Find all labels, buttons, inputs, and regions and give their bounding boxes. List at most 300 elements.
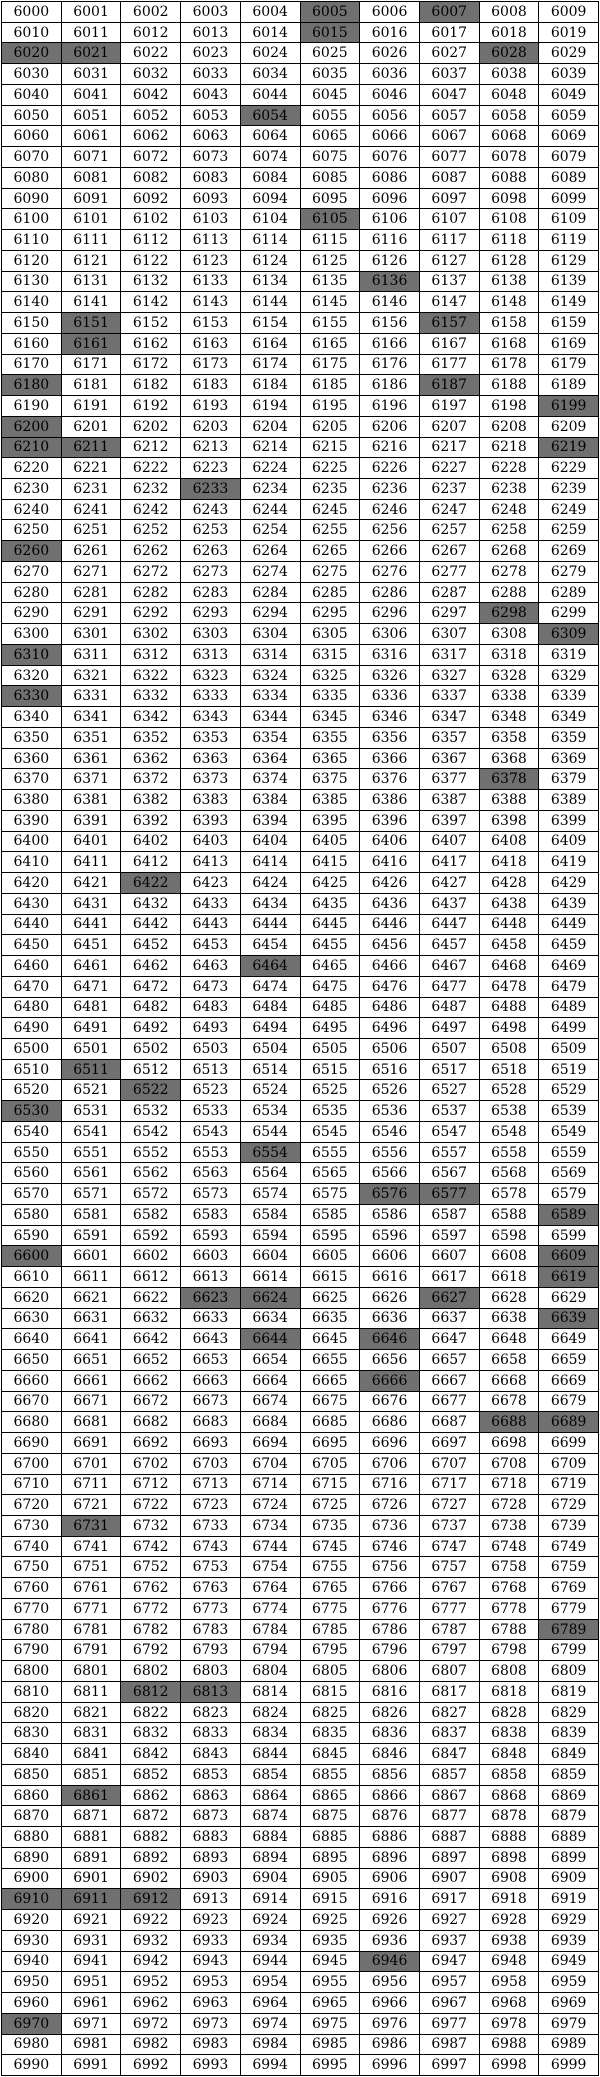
number-cell: 6925 <box>301 1910 361 1931</box>
number-cell: 6088 <box>480 168 540 189</box>
number-cell: 6675 <box>301 1392 361 1413</box>
number-cell: 6986 <box>360 2035 420 2056</box>
number-cell: 6332 <box>121 686 181 707</box>
number-cell: 6324 <box>241 666 301 687</box>
number-cell: 6326 <box>360 666 420 687</box>
number-cell: 6973 <box>181 2014 241 2035</box>
number-cell: 6805 <box>301 1661 361 1682</box>
number-cell: 6175 <box>301 355 361 376</box>
number-cell: 6384 <box>241 790 301 811</box>
shaded-number-cell: 6187 <box>420 375 480 396</box>
number-cell: 6952 <box>121 1972 181 1993</box>
number-cell: 6053 <box>181 106 241 127</box>
number-cell: 6722 <box>121 1495 181 1516</box>
number-cell: 6641 <box>62 1329 122 1350</box>
number-cell: 6908 <box>480 1869 540 1890</box>
number-cell: 6377 <box>420 769 480 790</box>
number-cell: 6695 <box>301 1433 361 1454</box>
number-cell: 6115 <box>301 230 361 251</box>
number-cell: 6429 <box>539 873 599 894</box>
number-cell: 6300 <box>2 624 62 645</box>
number-cell: 6709 <box>539 1454 599 1475</box>
number-cell: 6311 <box>62 645 122 666</box>
number-cell: 6698 <box>480 1433 540 1454</box>
shaded-number-cell: 6054 <box>241 106 301 127</box>
number-cell: 6642 <box>121 1329 181 1350</box>
number-cell: 6864 <box>241 1786 301 1807</box>
number-cell: 6669 <box>539 1371 599 1392</box>
number-cell: 6739 <box>539 1516 599 1537</box>
number-cell: 6682 <box>121 1412 181 1433</box>
number-cell: 6710 <box>2 1475 62 1496</box>
number-cell: 6056 <box>360 106 420 127</box>
number-cell: 6953 <box>181 1972 241 1993</box>
number-cell: 6771 <box>62 1599 122 1620</box>
number-cell: 6189 <box>539 375 599 396</box>
number-cell: 6969 <box>539 1993 599 2014</box>
number-cell: 6559 <box>539 1143 599 1164</box>
number-cell: 6920 <box>2 1910 62 1931</box>
number-cell: 6895 <box>301 1848 361 1869</box>
number-cell: 6773 <box>181 1599 241 1620</box>
number-cell: 6706 <box>360 1454 420 1475</box>
number-cell: 6950 <box>2 1972 62 1993</box>
number-cell: 6466 <box>360 956 420 977</box>
number-cell: 6967 <box>420 1993 480 2014</box>
number-cell: 6926 <box>360 1910 420 1931</box>
number-cell: 6757 <box>420 1557 480 1578</box>
number-cell: 6856 <box>360 1765 420 1786</box>
number-cell: 6453 <box>181 935 241 956</box>
number-cell: 6536 <box>360 1101 420 1122</box>
number-cell: 6985 <box>301 2035 361 2056</box>
number-cell: 6879 <box>539 1806 599 1827</box>
number-cell: 6724 <box>241 1495 301 1516</box>
number-cell: 6124 <box>241 251 301 272</box>
number-cell: 6622 <box>121 1288 181 1309</box>
number-cell: 6415 <box>301 852 361 873</box>
number-cell: 6299 <box>539 603 599 624</box>
number-cell: 6201 <box>62 417 122 438</box>
number-cell: 6388 <box>480 790 540 811</box>
number-cell: 6257 <box>420 520 480 541</box>
number-cell: 6382 <box>121 790 181 811</box>
number-cell: 6823 <box>181 1703 241 1724</box>
number-cell: 6889 <box>539 1827 599 1848</box>
number-cell: 6086 <box>360 168 420 189</box>
number-cell: 6253 <box>181 520 241 541</box>
number-cell: 6004 <box>241 2 301 23</box>
number-cell: 6588 <box>480 1205 540 1226</box>
number-cell: 6516 <box>360 1060 420 1081</box>
shaded-number-cell: 6021 <box>62 43 122 64</box>
number-cell: 6544 <box>241 1122 301 1143</box>
number-cell: 6295 <box>301 603 361 624</box>
number-cell: 6736 <box>360 1516 420 1537</box>
number-cell: 6878 <box>480 1806 540 1827</box>
shaded-number-cell: 6180 <box>2 375 62 396</box>
number-cell: 6450 <box>2 935 62 956</box>
number-cell: 6008 <box>480 2 540 23</box>
number-cell: 6473 <box>181 977 241 998</box>
number-cell: 6733 <box>181 1516 241 1537</box>
number-cell: 6708 <box>480 1454 540 1475</box>
number-cell: 6870 <box>2 1806 62 1827</box>
number-cell: 6759 <box>539 1557 599 1578</box>
number-cell: 6038 <box>480 64 540 85</box>
number-cell: 6615 <box>301 1267 361 1288</box>
number-cell: 6294 <box>241 603 301 624</box>
number-cell: 6539 <box>539 1101 599 1122</box>
number-cell: 6894 <box>241 1848 301 1869</box>
number-cell: 6568 <box>480 1163 540 1184</box>
number-cell: 6001 <box>62 2 122 23</box>
number-cell: 6958 <box>480 1972 540 1993</box>
number-cell: 6734 <box>241 1516 301 1537</box>
number-cell: 6427 <box>420 873 480 894</box>
number-cell: 6152 <box>121 313 181 334</box>
number-cell: 6261 <box>62 541 122 562</box>
number-cell: 6534 <box>241 1101 301 1122</box>
number-cell: 6215 <box>301 438 361 459</box>
number-cell: 6404 <box>241 832 301 853</box>
number-cell: 6374 <box>241 769 301 790</box>
number-cell: 6625 <box>301 1288 361 1309</box>
number-cell: 6371 <box>62 769 122 790</box>
number-cell: 6566 <box>360 1163 420 1184</box>
number-cell: 6696 <box>360 1433 420 1454</box>
number-cell: 6408 <box>480 832 540 853</box>
number-cell: 6869 <box>539 1786 599 1807</box>
number-cell: 6668 <box>480 1371 540 1392</box>
number-cell: 6860 <box>2 1786 62 1807</box>
number-cell: 6781 <box>62 1620 122 1641</box>
number-cell: 6790 <box>2 1640 62 1661</box>
number-cell: 6480 <box>2 998 62 1019</box>
number-cell: 6498 <box>480 1018 540 1039</box>
number-cell: 6726 <box>360 1495 420 1516</box>
number-cell: 6037 <box>420 64 480 85</box>
number-cell: 6551 <box>62 1143 122 1164</box>
number-cell: 6801 <box>62 1661 122 1682</box>
number-cell: 6848 <box>480 1744 540 1765</box>
number-cell: 6629 <box>539 1288 599 1309</box>
number-cell: 6991 <box>62 2055 122 2076</box>
number-cell: 6672 <box>121 1392 181 1413</box>
number-cell: 6972 <box>121 2014 181 2035</box>
number-cell: 6849 <box>539 1744 599 1765</box>
number-cell: 6578 <box>480 1184 540 1205</box>
number-cell: 6284 <box>241 583 301 604</box>
number-cell: 6363 <box>181 749 241 770</box>
number-cell: 6102 <box>121 209 181 230</box>
shaded-number-cell: 6970 <box>2 2014 62 2035</box>
number-cell: 6066 <box>360 126 420 147</box>
number-cell: 6194 <box>241 396 301 417</box>
number-cell: 6232 <box>121 479 181 500</box>
number-cell: 6631 <box>62 1309 122 1330</box>
number-cell: 6873 <box>181 1806 241 1827</box>
number-cell: 6901 <box>62 1869 122 1890</box>
number-cell: 6903 <box>181 1869 241 1890</box>
number-cell: 6287 <box>420 583 480 604</box>
number-cell: 6943 <box>181 1952 241 1973</box>
number-cell: 6832 <box>121 1723 181 1744</box>
number-cell: 6818 <box>480 1682 540 1703</box>
number-cell: 6836 <box>360 1723 420 1744</box>
number-cell: 6293 <box>181 603 241 624</box>
number-cell: 6031 <box>62 64 122 85</box>
number-cell: 6080 <box>2 168 62 189</box>
number-cell: 6398 <box>480 811 540 832</box>
number-cell: 6955 <box>301 1972 361 1993</box>
number-cell: 6743 <box>181 1537 241 1558</box>
number-cell: 6657 <box>420 1350 480 1371</box>
number-cell: 6385 <box>301 790 361 811</box>
number-cell: 6679 <box>539 1392 599 1413</box>
number-cell: 6826 <box>360 1703 420 1724</box>
shaded-number-cell: 6554 <box>241 1143 301 1164</box>
shaded-number-cell: 6199 <box>539 396 599 417</box>
number-cell: 6599 <box>539 1226 599 1247</box>
number-cell: 6119 <box>539 230 599 251</box>
number-cell: 6656 <box>360 1350 420 1371</box>
number-cell: 6081 <box>62 168 122 189</box>
number-cell: 6504 <box>241 1039 301 1060</box>
number-cell: 6395 <box>301 811 361 832</box>
number-cell: 6488 <box>480 998 540 1019</box>
number-cell: 6204 <box>241 417 301 438</box>
number-cell: 6800 <box>2 1661 62 1682</box>
number-cell: 6400 <box>2 832 62 853</box>
number-cell: 6904 <box>241 1869 301 1890</box>
number-cell: 6484 <box>241 998 301 1019</box>
shaded-number-cell: 6015 <box>301 23 361 44</box>
number-cell: 6355 <box>301 728 361 749</box>
number-cell: 6525 <box>301 1080 361 1101</box>
number-cell: 6067 <box>420 126 480 147</box>
number-cell: 6902 <box>121 1869 181 1890</box>
number-cell: 6961 <box>62 1993 122 2014</box>
number-cell: 6960 <box>2 1993 62 2014</box>
number-cell: 6327 <box>420 666 480 687</box>
number-cell: 6381 <box>62 790 122 811</box>
number-cell: 6089 <box>539 168 599 189</box>
number-cell: 6118 <box>480 230 540 251</box>
number-cell: 6667 <box>420 1371 480 1392</box>
number-cell: 6214 <box>241 438 301 459</box>
number-cell: 6052 <box>121 106 181 127</box>
number-cell: 6614 <box>241 1267 301 1288</box>
number-cell: 6643 <box>181 1329 241 1350</box>
number-cell: 6854 <box>241 1765 301 1786</box>
number-cell: 6032 <box>121 64 181 85</box>
number-cell: 6806 <box>360 1661 420 1682</box>
number-cell: 6416 <box>360 852 420 873</box>
number-cell: 6319 <box>539 645 599 666</box>
number-cell: 6339 <box>539 686 599 707</box>
number-cell: 6193 <box>181 396 241 417</box>
number-cell: 6635 <box>301 1309 361 1330</box>
number-cell: 6228 <box>480 458 540 479</box>
number-cell: 6842 <box>121 1744 181 1765</box>
number-cell: 6831 <box>62 1723 122 1744</box>
number-cell: 6367 <box>420 749 480 770</box>
number-cell: 6387 <box>420 790 480 811</box>
number-cell: 6370 <box>2 769 62 790</box>
number-cell: 6454 <box>241 935 301 956</box>
number-cell: 6513 <box>181 1060 241 1081</box>
number-cell: 6345 <box>301 707 361 728</box>
number-cell: 6995 <box>301 2055 361 2076</box>
shaded-number-cell: 6911 <box>62 1889 122 1910</box>
number-cell: 6316 <box>360 645 420 666</box>
shaded-number-cell: 6731 <box>62 1516 122 1537</box>
number-cell: 6449 <box>539 915 599 936</box>
number-cell: 6266 <box>360 541 420 562</box>
number-cell: 6844 <box>241 1744 301 1765</box>
number-cell: 6270 <box>2 562 62 583</box>
number-cell: 6549 <box>539 1122 599 1143</box>
number-cell: 6714 <box>241 1475 301 1496</box>
number-cell: 6027 <box>420 43 480 64</box>
number-cell: 6470 <box>2 977 62 998</box>
number-cell: 6173 <box>181 355 241 376</box>
number-cell: 6779 <box>539 1599 599 1620</box>
number-cell: 6503 <box>181 1039 241 1060</box>
shaded-number-cell: 6644 <box>241 1329 301 1350</box>
shaded-number-cell: 6105 <box>301 209 361 230</box>
number-cell: 6289 <box>539 583 599 604</box>
number-cell: 6421 <box>62 873 122 894</box>
number-cell: 6472 <box>121 977 181 998</box>
number-cell: 6673 <box>181 1392 241 1413</box>
number-cell: 6753 <box>181 1557 241 1578</box>
number-cell: 6784 <box>241 1620 301 1641</box>
number-cell: 6394 <box>241 811 301 832</box>
number-cell: 6718 <box>480 1475 540 1496</box>
number-cell: 6192 <box>121 396 181 417</box>
number-cell: 6322 <box>121 666 181 687</box>
number-cell: 6475 <box>301 977 361 998</box>
number-cell: 6313 <box>181 645 241 666</box>
shaded-number-cell: 6609 <box>539 1246 599 1267</box>
number-cell: 6292 <box>121 603 181 624</box>
number-cell: 6065 <box>301 126 361 147</box>
number-cell: 6340 <box>2 707 62 728</box>
number-cell: 6661 <box>62 1371 122 1392</box>
number-cell: 6976 <box>360 2014 420 2035</box>
number-cell: 6448 <box>480 915 540 936</box>
number-cell: 6561 <box>62 1163 122 1184</box>
number-cell: 6304 <box>241 624 301 645</box>
number-cell: 6658 <box>480 1350 540 1371</box>
number-cell: 6659 <box>539 1350 599 1371</box>
number-cell: 6296 <box>360 603 420 624</box>
number-cell: 6769 <box>539 1578 599 1599</box>
number-cell: 6043 <box>181 85 241 106</box>
number-cell: 6290 <box>2 603 62 624</box>
number-cell: 6752 <box>121 1557 181 1578</box>
number-cell: 6442 <box>121 915 181 936</box>
number-cell: 6725 <box>301 1495 361 1516</box>
number-cell: 6786 <box>360 1620 420 1641</box>
number-cell: 6112 <box>121 230 181 251</box>
number-cell: 6918 <box>480 1889 540 1910</box>
number-cell: 6182 <box>121 375 181 396</box>
number-cell: 6108 <box>480 209 540 230</box>
number-cell: 6114 <box>241 230 301 251</box>
number-cell: 6808 <box>480 1661 540 1682</box>
number-cell: 6590 <box>2 1226 62 1247</box>
number-cell: 6162 <box>121 334 181 355</box>
number-cell: 6351 <box>62 728 122 749</box>
shaded-number-cell: 6200 <box>2 417 62 438</box>
number-cell: 6487 <box>420 998 480 1019</box>
number-cell: 6492 <box>121 1018 181 1039</box>
number-cell: 6373 <box>181 769 241 790</box>
number-cell: 6783 <box>181 1620 241 1641</box>
number-cell: 6537 <box>420 1101 480 1122</box>
number-cell: 6924 <box>241 1910 301 1931</box>
number-cell: 6563 <box>181 1163 241 1184</box>
number-cell: 6128 <box>480 251 540 272</box>
number-cell: 6489 <box>539 998 599 1019</box>
number-cell: 6430 <box>2 894 62 915</box>
number-cell: 6195 <box>301 396 361 417</box>
number-cell: 6778 <box>480 1599 540 1620</box>
number-cell: 6933 <box>181 1931 241 1952</box>
number-cell: 6159 <box>539 313 599 334</box>
number-cell: 6690 <box>2 1433 62 1454</box>
number-cell: 6664 <box>241 1371 301 1392</box>
number-cell: 6334 <box>241 686 301 707</box>
number-cell: 6123 <box>181 251 241 272</box>
number-cell: 6930 <box>2 1931 62 1952</box>
number-cell: 6216 <box>360 438 420 459</box>
number-cell: 6877 <box>420 1806 480 1827</box>
number-cell: 6457 <box>420 935 480 956</box>
number-cell: 6217 <box>420 438 480 459</box>
number-cell: 6665 <box>301 1371 361 1392</box>
number-cell: 6285 <box>301 583 361 604</box>
number-cell: 6921 <box>62 1910 122 1931</box>
number-cell: 6360 <box>2 749 62 770</box>
number-cell: 6011 <box>62 23 122 44</box>
number-cell: 6230 <box>2 479 62 500</box>
number-cell: 6481 <box>62 998 122 1019</box>
number-cell: 6507 <box>420 1039 480 1060</box>
number-cell: 6989 <box>539 2035 599 2056</box>
number-cell: 6919 <box>539 1889 599 1910</box>
number-cell: 6738 <box>480 1516 540 1537</box>
number-cell: 6648 <box>480 1329 540 1350</box>
number-cell: 6019 <box>539 23 599 44</box>
number-cell: 6997 <box>420 2055 480 2076</box>
number-cell: 6286 <box>360 583 420 604</box>
number-cell: 6275 <box>301 562 361 583</box>
number-cell: 6949 <box>539 1952 599 1973</box>
number-cell: 6256 <box>360 520 420 541</box>
number-cell: 6906 <box>360 1869 420 1890</box>
number-cell: 6030 <box>2 64 62 85</box>
number-cell: 6791 <box>62 1640 122 1661</box>
number-cell: 6225 <box>301 458 361 479</box>
number-cell: 6411 <box>62 852 122 873</box>
number-cell: 6083 <box>181 168 241 189</box>
number-cell: 6793 <box>181 1640 241 1661</box>
number-cell: 6663 <box>181 1371 241 1392</box>
